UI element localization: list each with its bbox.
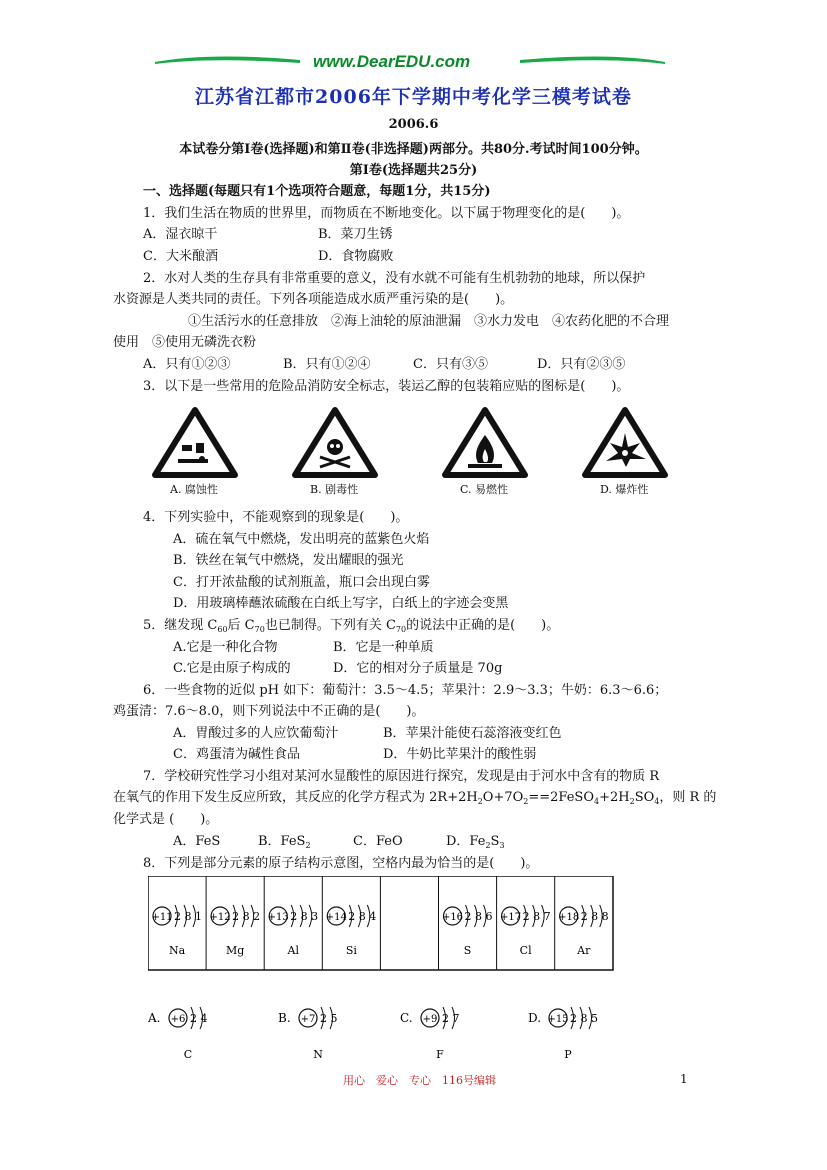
volume-heading: 第Ⅰ卷(选择题共25分): [349, 163, 478, 178]
q7-line-1: 7．学校研究性学习小组对某河水显酸性的原因进行探究，发现是由于河水中含有的物质 R: [143, 769, 660, 784]
page-title: 江苏省江都市2006年下学期中考化学三模考试卷: [195, 86, 632, 108]
q8-stem: 8．下列是部分元素的原子结构示意图，空格内最为恰当的是( )。: [143, 856, 539, 871]
exam-date: 2006.6: [388, 117, 439, 132]
q7-option-d-mid: S: [490, 834, 500, 849]
option-atom-c-shells: 2 4: [190, 1012, 208, 1025]
periodic-row-table: [148, 876, 618, 972]
site-url: www.DearEDU.com: [313, 52, 471, 71]
atom-s-shells: 2 8 6: [464, 910, 493, 923]
option-atom-f: [421, 1007, 460, 1029]
sign-caption-b: B. 剧毒性: [310, 483, 359, 496]
option-symbol: P: [564, 1048, 572, 1061]
q7-option-c: C．FeO: [353, 834, 403, 849]
corrosive-sign-icon: [155, 410, 235, 475]
flammable-sign-icon: [445, 410, 525, 475]
q7-option-b-text: B．FeS: [258, 834, 306, 849]
q5-sub-2: 70: [254, 625, 265, 634]
atom-symbol: Si: [345, 944, 357, 957]
q2-line-3: ①生活污水的任意排放 ②海上油轮的原油泄漏 ③水力发电 ④农药化肥的不合理: [188, 314, 670, 329]
option-atom-p: [547, 1007, 598, 1029]
q7-eq-3: ==2FeSO: [528, 790, 594, 805]
option-atom-p-charge: +15: [547, 1014, 569, 1025]
q2-line-2: 水资源是人类共同的责任。下列各项能造成水质严重污染的是( )。: [113, 292, 514, 307]
atom-na-charge: +11: [151, 912, 173, 923]
atom-si: [326, 905, 377, 927]
q7-option-b: [258, 830, 311, 850]
atom-symbol: Ar: [577, 944, 591, 957]
toxic-sign-icon: [295, 410, 375, 475]
q2-line-1: 2．水对人类的生存具有非常重要的意义，没有水就不可能有生机勃勃的地球，所以保护: [143, 271, 646, 286]
q6-option-c: C．鸡蛋清为碱性食品: [173, 747, 300, 762]
hazard-signs: [150, 405, 700, 500]
atom-ar: [558, 905, 609, 927]
q4-stem: 4．下列实验中，不能观察到的现象是( )。: [143, 510, 409, 525]
q5-stem: [143, 614, 559, 634]
page-number: 1: [680, 1072, 688, 1086]
q4-option-b: B．铁丝在氧气中燃烧，发出耀眼的强光: [173, 553, 404, 568]
q2-option-c: C．只有③⑤: [413, 357, 488, 372]
option-symbol: N: [313, 1048, 323, 1061]
q7-option-b-sub: 2: [305, 841, 311, 850]
option-atom-c-charge: +6: [170, 1014, 186, 1025]
atom-mg: [210, 905, 261, 927]
q5-stem-mid2: 也已制得。下列有关 C: [264, 618, 396, 633]
q2-line-4: 使用 ⑤使用无磷洗衣粉: [113, 335, 257, 350]
q7-eq-sub-4: 2: [629, 797, 635, 806]
q7-eq-4: +2H: [599, 790, 630, 805]
option-letter: C.: [400, 1011, 413, 1025]
explosive-sign-icon: [585, 410, 665, 475]
sign-caption-a: A. 腐蚀性: [170, 483, 218, 496]
atom-na-shells: 2 8 1: [174, 910, 202, 923]
atom-symbol: Al: [287, 944, 299, 957]
atom-symbol: Cl: [519, 944, 532, 957]
atom-al-shells: 2 8 3: [290, 910, 319, 923]
q6-line-2: 鸡蛋清：7.6～8.0，则下列说法中不正确的是( )。: [113, 704, 425, 719]
q4-option-a: A．硫在氧气中燃烧，发出明亮的蓝紫色火焰: [173, 532, 430, 547]
atom-symbol: S: [463, 944, 472, 957]
atom-si-charge: +14: [325, 912, 347, 923]
atom-s: [442, 905, 493, 927]
atom-mg-charge: +12: [209, 912, 231, 923]
option-symbol: F: [436, 1048, 444, 1061]
q7-option-d-text: D．Fe: [446, 834, 486, 849]
q4-option-c: C．打开浓盐酸的试剂瓶盖，瓶口会出现白雾: [173, 575, 430, 590]
q2-option-d: D．只有②③⑤: [537, 357, 626, 372]
q6-option-d: D．牛奶比苹果汁的酸性弱: [383, 747, 537, 762]
q7-eq-1: 在氧气的作用下发生反应所致，其反应的化学方程式为 2R+2H: [113, 790, 478, 805]
option-atom-n-shells: 2 5: [320, 1012, 338, 1025]
atom-s-charge: +16: [441, 912, 464, 923]
q7-line-2: [113, 786, 716, 806]
q6-option-b: B．苹果汁能使石蕊溶液变红色: [383, 726, 562, 741]
q1-option-b: B．菜刀生锈: [318, 227, 393, 242]
atom-al: [268, 905, 319, 927]
option-letter: A.: [148, 1011, 161, 1025]
q2-option-a: A．只有①②③: [143, 357, 231, 372]
q7-option-d-sub2: 3: [499, 841, 505, 850]
q7-eq-2: O+7O: [482, 790, 524, 805]
option-symbol: C: [183, 1048, 193, 1061]
option-atom-n: [299, 1007, 338, 1029]
q8-options: [140, 990, 620, 1070]
q1-option-d: D．食物腐败: [318, 249, 394, 264]
option-letter: D.: [528, 1011, 542, 1025]
q5-option-a: A.它是一种化合物: [173, 640, 278, 655]
atom-cl-shells: 2 8 7: [522, 910, 551, 923]
q2-option-b: B．只有①②④: [283, 357, 371, 372]
q7-option-d: [446, 830, 505, 850]
sign-caption-d: D. 爆炸性: [600, 483, 649, 496]
q7-eq-6: ，则 R 的: [659, 790, 717, 805]
q5-stem-pre: 5．继发现 C: [143, 618, 218, 633]
q5-option-d: D．它的相对分子质量是 70g: [333, 661, 503, 676]
q7-eq-5: SO: [634, 790, 655, 805]
q5-stem-mid: 后 C: [227, 618, 255, 633]
q5-sub-1: 60: [217, 625, 228, 634]
atom-ar-charge: +18: [558, 912, 580, 923]
q4-option-d: D．用玻璃棒蘸浓硫酸在白纸上写字，白纸上的字迹会变黑: [173, 596, 509, 611]
q1-option-c: C．大米酿酒: [143, 249, 218, 264]
q7-eq-sub-3: 4: [594, 797, 600, 806]
option-atom-p-shells: 2 8 5: [570, 1012, 598, 1025]
atom-ar-shells: 2 8 8: [580, 910, 609, 923]
q7-eq-sub-1: 2: [477, 797, 483, 806]
option-atom-f-shells: 2 7: [442, 1012, 460, 1025]
option-atom-f-charge: +9: [422, 1014, 438, 1025]
atom-symbol: Mg: [225, 944, 245, 957]
q7-line-3: 化学式是 ( )。: [113, 812, 219, 827]
q5-option-b: B．它是一种单质: [333, 640, 434, 655]
atom-symbol: Na: [168, 944, 186, 957]
atom-cl-charge: +17: [500, 912, 522, 923]
option-atom-c: [169, 1007, 208, 1029]
section-heading: 一、选择题(每题只有1个选项符合题意，每题1分，共15分): [143, 184, 491, 199]
option-letter: B.: [278, 1011, 291, 1025]
atom-al-charge: +13: [267, 912, 289, 923]
q1-option-a: A．湿衣晾干: [143, 227, 218, 242]
footer-text: 用心 爱心 专心 116号编辑: [343, 1074, 496, 1087]
q5-sub-3: 70: [395, 625, 407, 634]
option-atom-n-charge: +7: [300, 1014, 316, 1025]
q7-eq-sub-5: 4: [654, 797, 660, 806]
atom-si-shells: 2 8 4: [348, 910, 377, 923]
exam-intro: 本试卷分第Ⅰ卷(选择题)和第Ⅱ卷(非选择题)两部分。共80分.考试时间100分钟。: [179, 142, 648, 157]
q6-line-1: 6．一些食物的近似 pH 如下：葡萄汁：3.5～4.5；苹果汁：2.9～3.3；牛奶：6.3～6.6；: [143, 683, 668, 698]
q7-option-d-sub1: 2: [485, 841, 491, 850]
q1-stem: 1．我们生活在物质的世界里，而物质在不断地变化。以下属于物理变化的是( )。: [143, 206, 630, 221]
q5-stem-post: 的说法中正确的是( )。: [406, 618, 560, 633]
sign-caption-c: C. 易燃性: [460, 483, 509, 496]
atom-na: [151, 905, 202, 927]
q6-option-a: A．胃酸过多的人应饮葡萄汁: [173, 726, 339, 741]
q7-option-a: A．FeS: [173, 834, 221, 849]
q5-option-c: C.它是由原子构成的: [173, 661, 291, 676]
atom-cl: [500, 905, 551, 927]
q7-eq-sub-2: 2: [523, 797, 529, 806]
q3-stem: 3．以下是一些常用的危险品消防安全标志，装运乙醇的包装箱应贴的图标是( )。: [143, 379, 630, 394]
atom-mg-shells: 2 8 2: [232, 910, 261, 923]
